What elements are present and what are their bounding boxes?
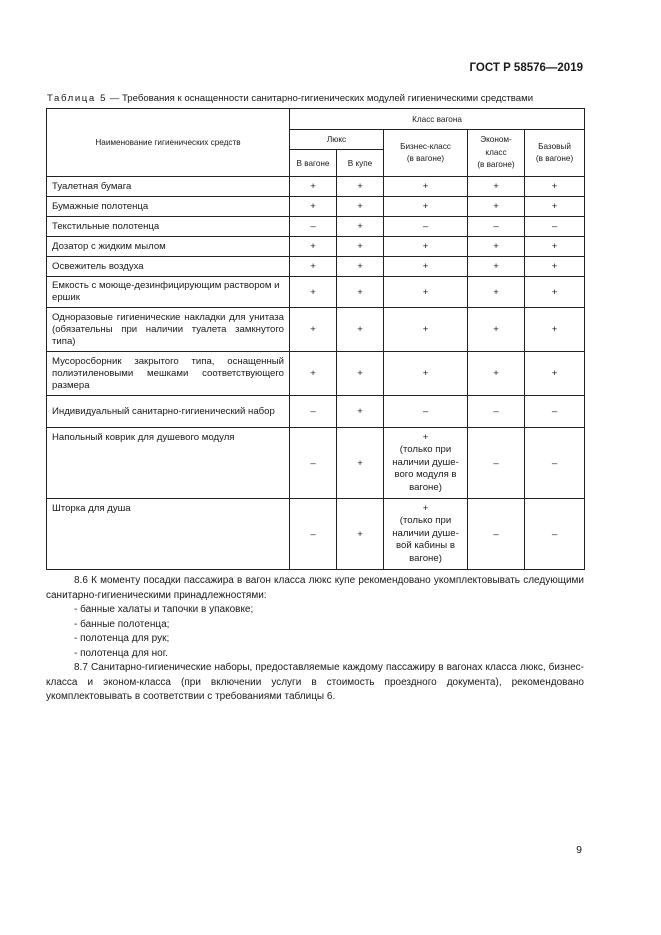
requirements-table bbox=[46, 108, 585, 570]
row-name: Индивидуальный санитарно-гигиенический набор bbox=[47, 396, 290, 428]
business-note-line: + bbox=[422, 431, 429, 443]
cell-economy: + bbox=[468, 177, 525, 197]
business-note-line: (только при bbox=[399, 444, 452, 456]
cell-economy: + bbox=[468, 197, 525, 217]
cell-economy: + bbox=[468, 237, 525, 257]
table-body bbox=[47, 177, 585, 570]
business-note-line: + bbox=[422, 502, 429, 514]
table-row bbox=[47, 428, 585, 499]
row-name: Одноразовые гигиенические накладки для унитаза (обязательны при наличии туалета замкнутого типа) bbox=[47, 308, 290, 352]
cell-lux-car: + bbox=[290, 277, 337, 308]
header-business-line: (в вагоне) bbox=[406, 154, 445, 163]
cell-economy: + bbox=[468, 352, 525, 396]
business-note-line: вагоне) bbox=[409, 481, 442, 493]
cell-lux-car: + bbox=[290, 237, 337, 257]
cell-business: + bbox=[384, 352, 468, 396]
cell-economy: – bbox=[468, 428, 525, 499]
cell-economy: + bbox=[468, 277, 525, 308]
cell-lux-compartment: + bbox=[337, 396, 384, 428]
header-basic bbox=[525, 130, 585, 177]
table-row bbox=[47, 197, 585, 217]
paragraph-8-6: 8.6 К моменту посадки пассажира в вагон класса люкс купе рекомендовано укомплектовывать следующими санитарно-гигиеническими принадлежностями: bbox=[46, 575, 584, 601]
cell-basic: + bbox=[525, 197, 585, 217]
cell-business: + bbox=[384, 308, 468, 352]
cell-business: + bbox=[384, 237, 468, 257]
business-note-line: вагоне) bbox=[409, 552, 442, 564]
table-caption-label: Таблица 5 bbox=[47, 93, 108, 104]
cell-basic: – bbox=[525, 217, 585, 237]
page-number: 9 bbox=[576, 844, 582, 856]
cell-basic: + bbox=[525, 352, 585, 396]
table-row bbox=[47, 499, 585, 570]
cell-basic: + bbox=[525, 177, 585, 197]
cell-lux-car: + bbox=[290, 177, 337, 197]
cell-economy: – bbox=[468, 396, 525, 428]
table-row bbox=[47, 277, 585, 308]
cell-basic: + bbox=[525, 277, 585, 308]
cell-lux-car: – bbox=[290, 499, 337, 570]
cell-basic: + bbox=[525, 308, 585, 352]
row-name: Шторка для душа bbox=[47, 499, 290, 570]
header-lux-in-compartment: В купе bbox=[337, 150, 384, 177]
cell-lux-car: + bbox=[290, 352, 337, 396]
cell-lux-compartment: + bbox=[337, 352, 384, 396]
cell-basic: + bbox=[525, 237, 585, 257]
cell-business: + bbox=[384, 177, 468, 197]
cell-business: + bbox=[384, 277, 468, 308]
row-name: Мусоросборник закрытого типа, оснащенный полиэтиленовыми мешками соответствующего размера bbox=[47, 352, 290, 396]
document-code: ГОСТ Р 58576—2019 bbox=[469, 62, 583, 74]
header-name-column: Наименование гигиенических средств bbox=[47, 109, 290, 177]
cell-lux-car: + bbox=[290, 197, 337, 217]
table-row bbox=[47, 257, 585, 277]
cell-lux-compartment: + bbox=[337, 308, 384, 352]
row-name: Емкость с моюще-дезинфицирующим раствором и ершик bbox=[47, 277, 290, 308]
cell-lux-car: – bbox=[290, 396, 337, 428]
cell-business: – bbox=[384, 217, 468, 237]
header-economy-line: класс bbox=[485, 147, 507, 157]
cell-lux-car: + bbox=[290, 257, 337, 277]
header-basic-line: Базовый bbox=[538, 141, 571, 151]
cell-basic: – bbox=[525, 499, 585, 570]
business-note-line: наличии душе- bbox=[392, 456, 459, 468]
table-caption-text: — Требования к оснащенности санитарно-гигиенических модулей гигиеническими средствами bbox=[107, 93, 534, 104]
business-note-line: вой кабины в bbox=[396, 540, 455, 552]
header-economy-line: Эконом- bbox=[480, 135, 512, 145]
header-business bbox=[384, 130, 468, 177]
cell-lux-compartment: + bbox=[337, 217, 384, 237]
list-item: - полотенца для ног. bbox=[74, 647, 168, 659]
header-business-line: Бизнес-класс bbox=[400, 141, 451, 151]
row-name: Освежитель воздуха bbox=[47, 257, 290, 277]
cell-lux-car: + bbox=[290, 308, 337, 352]
business-note-line: (только при bbox=[399, 515, 452, 527]
cell-lux-car: – bbox=[290, 217, 337, 237]
table-row bbox=[47, 308, 585, 352]
business-note-line: наличии душе- bbox=[392, 527, 459, 539]
cell-economy: + bbox=[468, 257, 525, 277]
cell-basic: – bbox=[525, 428, 585, 499]
list-item: - полотенца для рук; bbox=[74, 633, 170, 644]
list-item: - банные халаты и тапочки в упаковке; bbox=[74, 604, 254, 615]
table-caption bbox=[47, 93, 533, 104]
section-text bbox=[46, 574, 584, 705]
cell-basic: + bbox=[525, 257, 585, 277]
cell-business bbox=[384, 428, 468, 499]
cell-lux-compartment: + bbox=[337, 428, 384, 499]
cell-business: – bbox=[384, 396, 468, 428]
header-class-group: Класс вагона bbox=[290, 109, 585, 130]
list-item: - банные полотенца; bbox=[74, 618, 170, 630]
table-row bbox=[47, 237, 585, 257]
row-name: Напольный коврик для душевого модуля bbox=[47, 428, 290, 499]
row-name: Дозатор с жидким мылом bbox=[47, 237, 290, 257]
cell-economy: + bbox=[468, 308, 525, 352]
cell-basic: – bbox=[525, 396, 585, 428]
cell-economy: – bbox=[468, 217, 525, 237]
cell-business: + bbox=[384, 197, 468, 217]
cell-lux-compartment: + bbox=[337, 499, 384, 570]
table-row bbox=[47, 396, 585, 428]
table-head bbox=[47, 109, 585, 177]
cell-lux-compartment: + bbox=[337, 177, 384, 197]
header-lux: Люкс bbox=[290, 130, 384, 150]
cell-business: + bbox=[384, 257, 468, 277]
row-name: Туалетная бумага bbox=[47, 177, 290, 197]
business-note-line: вого модуля в bbox=[394, 469, 457, 481]
cell-business bbox=[384, 499, 468, 570]
cell-lux-compartment: + bbox=[337, 277, 384, 308]
header-basic-line: (в вагоне) bbox=[535, 154, 574, 163]
row-name: Текстильные полотенца bbox=[47, 217, 290, 237]
cell-economy: – bbox=[468, 499, 525, 570]
cell-lux-compartment: + bbox=[337, 257, 384, 277]
header-economy bbox=[468, 130, 525, 177]
table-row bbox=[47, 177, 585, 197]
cell-lux-compartment: + bbox=[337, 237, 384, 257]
cell-lux-compartment: + bbox=[337, 197, 384, 217]
row-name: Бумажные полотенца bbox=[47, 197, 290, 217]
header-lux-in-car: В вагоне bbox=[290, 150, 337, 177]
paragraph-8-7: 8.7 Санитарно-гигиенические наборы, предоставляемые каждому пассажиру в вагонах класса люкс, бизнес-класса и эконом-класса (при включении услуги в стоимость проездного документа), рекомендовано укомплектовывать в соответствии с требованиями таблицы 6. bbox=[46, 662, 584, 702]
cell-lux-car: – bbox=[290, 428, 337, 499]
table-row bbox=[47, 352, 585, 396]
table-row bbox=[47, 217, 585, 237]
header-economy-line: (в вагоне) bbox=[477, 160, 515, 170]
